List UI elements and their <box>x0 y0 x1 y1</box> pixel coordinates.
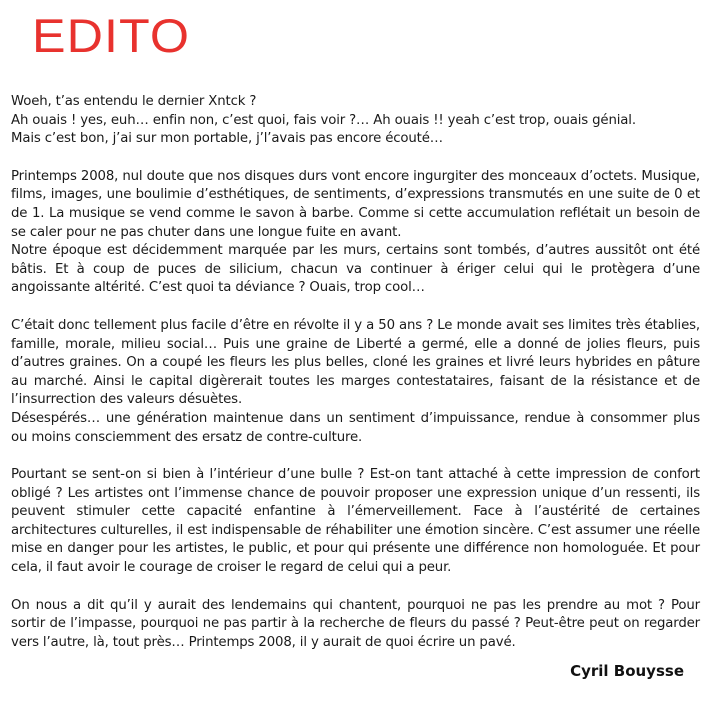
paragraph-bulle <box>11 466 700 578</box>
dialogue-line: Ah ouais ! yes, euh… enfin non, c’est quoi, fais voir ?… Ah ouais !! yeah c’est trop, ouais génial. <box>11 112 636 128</box>
paragraph-text: C’était donc tellement plus facile d’être en révolte il y a 50 ans ? Le monde avait ses limites très établies, famille, morale, milieu social… Puis une graine de Liberté a germé, elle a donné de jolies fleurs, puis d’autres graines. On a coupé les fleurs les plus belles, cloné les graines et livré leurs hybrides en pâture au marché. Ainsi le capital digèrerait toutes les marges contestataires, faisant de la résistance et de l’insurrection des valeurs désuètes. <box>11 317 700 408</box>
page-title: EDITO <box>32 9 191 62</box>
paragraph-text: On nous a dit qu’il y aurait des lendemains qui chantent, pourquoi ne pas les prendre au mot ? Pour sortir de l’impasse, pourquoi ne pas partir à la recherche de fleurs du passé ? Peut-être peut on regarder vers l’autre, là, tout près… Printemps 2008, il y aurait de quoi écrire un pavé. <box>11 597 700 650</box>
dialogue-line: Woeh, t’as entendu le dernier Xntck ? <box>11 94 257 109</box>
paragraph-printemps <box>11 168 700 298</box>
paragraph-revolte <box>11 317 700 447</box>
paragraph-lendemains <box>11 597 700 653</box>
paragraph-text: Pourtant se sent-on si bien à l’intérieur d’une bulle ? Est-on tant attaché à cette impression de confort obligé ? Les artistes ont l’immense chance de pouvoir proposer une expression unique d’un ressenti, ils peuvent stimuler cette capacité enfantine à l’émerveillement. Face à l’austérité de certaines architectures culturelles, il est indispensable de réhabiliter une émotion sincère. C’est assumer une réelle mise en danger pour les artistes, le public, et pour qui présente une différence non homologuée. Et pour cela, il faut avoir le courage de croiser le regard de celui qui a peur. <box>11 467 700 576</box>
editorial-body <box>11 93 700 671</box>
paragraph-intro-dialogue <box>11 93 700 149</box>
author-signature: Cyril Bouysse <box>570 662 684 680</box>
paragraph-text: Désespérés… une génération maintenue dans un sentiment d’impuissance, rendue à consommer plus ou moins consciemment des ersatz de contre-culture. <box>11 410 700 445</box>
dialogue-line: Mais c’est bon, j’ai sur mon portable, j’l’avais pas encore écouté… <box>11 131 443 147</box>
paragraph-text: Notre époque est décidemment marquée par les murs, certains sont tombés, d’autres aussitôt ont été bâtis. Et à coup de puces de silicium, chacun va continuer à ériger celui qui le protègera d’une angoissante altérité. C’est quoi ta déviance ? Ouais, trop cool… <box>11 243 700 296</box>
paragraph-text: Printemps 2008, nul doute que nos disques durs vont encore ingurgiter des monceaux d’octets. Musique, films, images, une boulimie d’esthétiques, de sentiments, d’expressions transmutés en une suite de 0 et de 1. La musique se vend comme le savon à barbe. Comme si cette accumulation reflétait un besoin de se caler pour ne pas chuter dans une longue fuite en avant. <box>11 168 700 240</box>
